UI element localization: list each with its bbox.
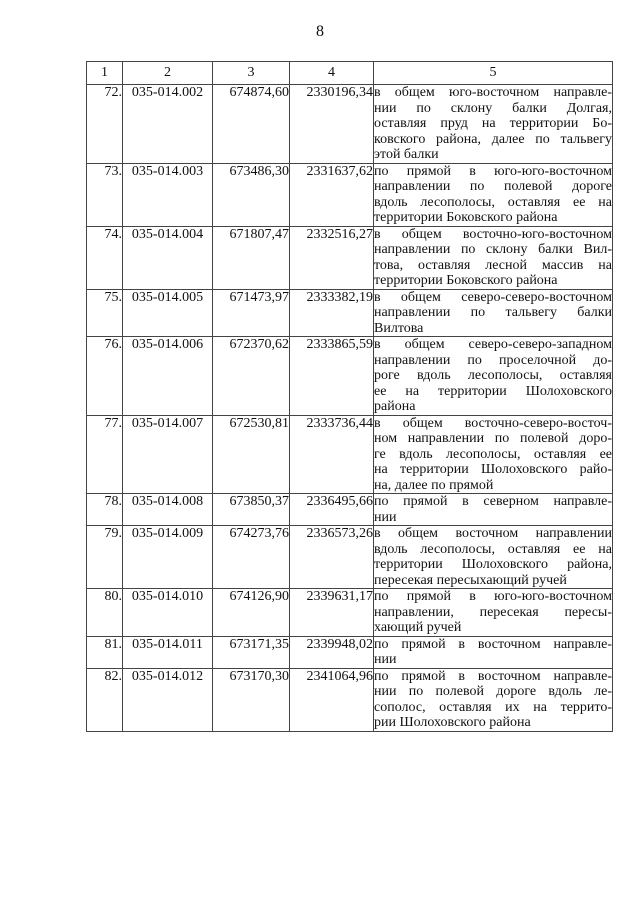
coordinate-x: 671807,47 [213, 226, 290, 289]
point-code: 035-014.009 [123, 526, 213, 589]
boundary-description [374, 85, 613, 164]
column-header-1: 1 [87, 62, 123, 85]
boundary-description [374, 289, 613, 337]
column-header-2: 2 [123, 62, 213, 85]
coordinate-x: 674273,76 [213, 526, 290, 589]
point-code: 035-014.005 [123, 289, 213, 337]
coordinate-y: 2341064,96 [290, 668, 374, 731]
coordinate-x: 674126,90 [213, 589, 290, 637]
boundary-description [374, 636, 613, 668]
row-number: 80. [87, 589, 123, 637]
coordinate-x: 671473,97 [213, 289, 290, 337]
point-code: 035-014.011 [123, 636, 213, 668]
description-line: по прямой в северном направле- [374, 494, 612, 509]
description-line: рии Шолоховского района [374, 715, 531, 730]
description-line: в общем восточно-юго-восточном [374, 226, 612, 242]
description-line: това, оставляя лесной массив на [374, 257, 612, 273]
description-line: Вилтова [374, 320, 424, 336]
column-header-4: 4 [290, 62, 374, 85]
description-line: направлении по проселочной до- [374, 352, 612, 368]
table-row [87, 668, 613, 731]
table-row [87, 289, 613, 337]
description-line: нии по склону балки Долгая, [374, 100, 612, 116]
description-line: вдоль лесополосы, оставляя ее на [374, 194, 612, 210]
table-row [87, 163, 613, 226]
coordinate-x: 673486,30 [213, 163, 290, 226]
coordinate-x: 673850,37 [213, 494, 290, 526]
point-code: 035-014.006 [123, 337, 213, 416]
point-code: 035-014.010 [123, 589, 213, 637]
column-header-5: 5 [374, 62, 613, 85]
coordinate-y: 2333736,44 [290, 415, 374, 494]
description-line: этой балки [374, 147, 439, 162]
description-line: нии по полевой дороге вдоль ле- [374, 684, 612, 699]
row-number: 77. [87, 415, 123, 494]
coordinate-y: 2336573,26 [290, 526, 374, 589]
coordinate-x: 673171,35 [213, 636, 290, 668]
description-line: территории Боковского района [374, 210, 558, 225]
description-line: пересекая пересыхающий ручей [374, 572, 567, 588]
description-line: оставляя пруд на территории Бо- [374, 116, 612, 131]
description-line: на территории Шолоховского райо- [374, 462, 612, 477]
description-line: сополос, оставляя их на террито- [374, 699, 612, 715]
description-line: в общем северо-северо-западном [374, 337, 612, 352]
description-line: в общем юго-восточном направле- [374, 85, 612, 100]
description-line: на, далее по прямой [374, 477, 494, 493]
point-code: 035-014.003 [123, 163, 213, 226]
description-line: территории Шолоховского района, [374, 557, 612, 572]
row-number: 72. [87, 85, 123, 164]
description-line: нии [374, 509, 397, 525]
row-number: 75. [87, 289, 123, 337]
point-code: 035-014.007 [123, 415, 213, 494]
coordinate-x: 673170,30 [213, 668, 290, 731]
coordinate-y: 2332516,27 [290, 226, 374, 289]
row-number: 78. [87, 494, 123, 526]
description-line: района [374, 399, 416, 414]
description-line: в общем северо-северо-восточном [374, 289, 612, 305]
description-line: ковского района, далее по тальвегу [374, 131, 612, 147]
boundary-description [374, 415, 613, 494]
coordinate-y: 2331637,62 [290, 163, 374, 226]
table-row [87, 85, 613, 164]
row-number: 74. [87, 226, 123, 289]
coordinate-y: 2333865,59 [290, 337, 374, 416]
row-number: 81. [87, 636, 123, 668]
table-header-row [87, 62, 613, 85]
description-line: в общем восточном направлении [374, 526, 612, 541]
coordinate-y: 2333382,19 [290, 289, 374, 337]
row-number: 79. [87, 526, 123, 589]
boundary-description [374, 226, 613, 289]
page-number: 8 [316, 23, 324, 40]
description-line: направлении по полевой дороге [374, 179, 612, 194]
point-code: 035-014.004 [123, 226, 213, 289]
table-row [87, 636, 613, 668]
boundary-description [374, 163, 613, 226]
coordinate-y: 2339948,02 [290, 636, 374, 668]
coordinate-x: 672370,62 [213, 337, 290, 416]
column-header-3: 3 [213, 62, 290, 85]
description-line: направлении по тальвегу балки [374, 305, 612, 320]
coordinate-x: 672530,81 [213, 415, 290, 494]
description-line: хающий ручей [374, 620, 462, 635]
description-line: ее на территории Шолоховского [374, 383, 612, 399]
description-line: ном направлении по полевой доро- [374, 431, 612, 446]
table-row [87, 526, 613, 589]
coordinate-y: 2336495,66 [290, 494, 374, 526]
boundary-description [374, 589, 613, 637]
boundary-description [374, 526, 613, 589]
point-code: 035-014.002 [123, 85, 213, 164]
description-line: по прямой в юго-юго-восточном [374, 163, 612, 179]
row-number: 82. [87, 668, 123, 731]
description-line: по прямой в юго-юго-восточном [374, 589, 612, 604]
point-code: 035-014.012 [123, 668, 213, 731]
table-row [87, 337, 613, 416]
row-number: 73. [87, 163, 123, 226]
coordinate-x: 674874,60 [213, 85, 290, 164]
row-number: 76. [87, 337, 123, 416]
table-row [87, 415, 613, 494]
table-row [87, 226, 613, 289]
description-line: направлении по склону балки Вил- [374, 242, 612, 257]
boundary-description [374, 668, 613, 731]
point-code: 035-014.008 [123, 494, 213, 526]
description-line: роге вдоль лесополосы, оставляя [374, 368, 612, 383]
coordinate-y: 2339631,17 [290, 589, 374, 637]
description-line: ге вдоль лесополосы, оставляя ее [374, 446, 612, 462]
table-row [87, 494, 613, 526]
boundary-table [86, 61, 613, 732]
table-row [87, 589, 613, 637]
description-line: нии [374, 652, 397, 667]
description-line: направлении, пересекая пересы- [374, 604, 612, 620]
description-line: в общем восточно-северо-восточ- [374, 415, 612, 431]
description-line: по прямой в восточном направле- [374, 668, 612, 684]
boundary-description [374, 494, 613, 526]
coordinate-y: 2330196,34 [290, 85, 374, 164]
description-line: территории Боковского района [374, 273, 558, 288]
description-line: по прямой в восточном направле- [374, 636, 612, 652]
boundary-description [374, 337, 613, 416]
description-line: вдоль лесополосы, оставляя ее на [374, 541, 612, 557]
